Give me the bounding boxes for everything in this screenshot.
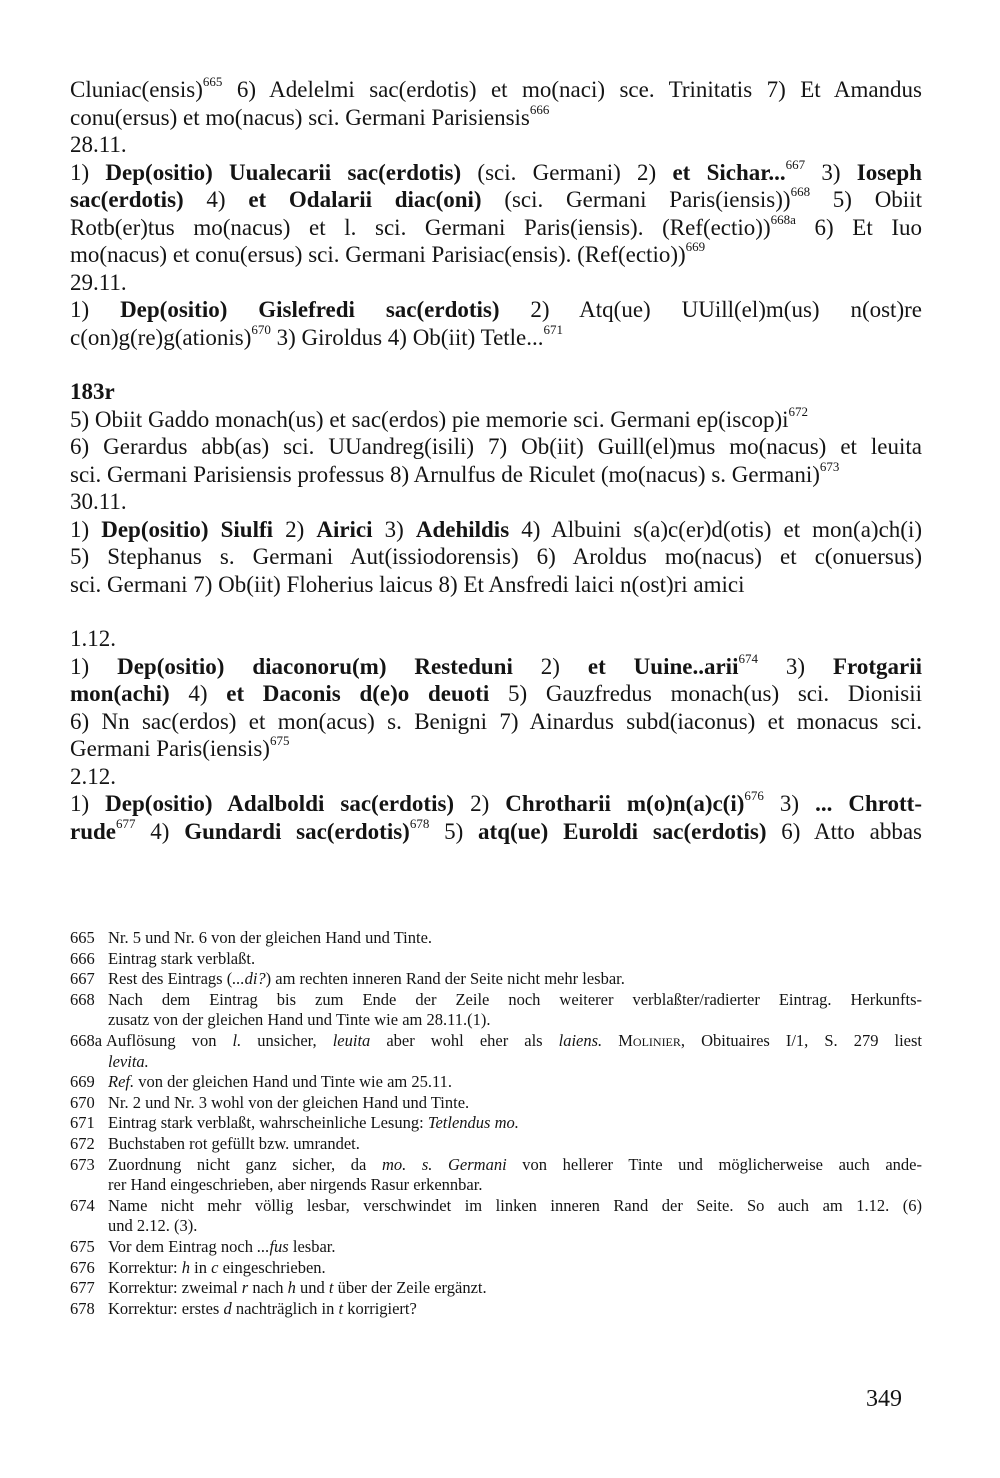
spacer — [70, 598, 922, 625]
text-line: 1) Dep(ositio) Gislefredi sac(erdotis) 2) Atq(ue) UUill(el)m(us) n(ost)re — [70, 297, 922, 322]
footnote: 669 Ref. von der gleichen Hand und Tinte wie am 25.11. — [70, 1072, 453, 1092]
text-line: 1) Dep(ositio) Siulfi 2) Airici 3) Adehildis 4) Albuini s(a)c(er)d(otis) et mon(a)ch(i) — [70, 516, 922, 542]
footnote: 674 Name nicht mehr völlig lesbar, verschwindet im linken inneren Rand der Seite. So auch am 1.12. (6) und 2.12. (3). — [70, 1195, 922, 1236]
spacer — [70, 351, 922, 378]
footnote-ref[interactable]: 672 — [788, 403, 809, 419]
text-line: conu(ersus) et mo(nacus) sci. Germani Parisiensis$^{666}$ — [70, 101, 550, 130]
text-line: 5) Obiit Gaddo monach(us) et sac(erdos) pie memorie sci. Germani $ep(iscop)i^{672}$ — [70, 403, 809, 432]
footnote-ref[interactable]: 668a — [770, 211, 796, 227]
date-heading: 28.11. — [70, 132, 127, 157]
text-line: 1) Dep(ositio) Adalboldi sac(erdotis) 2) Chrotharii $m(o)n(a)c(i)^{676}$ 3) ... Chrott- — [70, 788, 923, 816]
date-heading: 30.11. — [70, 489, 127, 514]
footnote: 668a Auflösung von l. unsicher, leuita aber wohl eher als laiens. Molinier, Obituaires I/1, S. 279 liest levita. — [70, 1030, 922, 1071]
footnote-ref[interactable]: 667 — [785, 156, 806, 172]
text-line: sci. Germani Parisiensis professus 8) Arnulfus de Riculet (mo(nacus) s. Germani)$^{673}$ — [70, 458, 840, 487]
text-line: sci. Germani 7) Ob(iit) Floherius laicus 8) Et Ansfredi laici n(ost)ri amici — [70, 571, 745, 597]
text-line: 6) Nn sac(erdos) et mon(acus) s. Benigni 7) Ainardus subd(iaconus) et monacus sci. — [70, 708, 922, 734]
footnote-ref[interactable]: 674 — [738, 650, 758, 666]
date-heading: 2.12. — [70, 763, 116, 789]
text-line: sac(erdotis) 4) et Odalarii diac(oni) (sci. Germani Paris(iensis))$^{668}$ 5) Obiit — [70, 184, 922, 212]
footnote: 668 Nach dem Eintrag bis zum Ende der Zeile noch weiterer verblaßter/radierter Eintrag. Herkunfts- zusatz von der gleichen Hand und Tinte wie am 28.11.(1). — [70, 989, 922, 1030]
footnote: 673 Zuordnung nicht ganz sicher, da mo. s. Germani von hellerer Tinte und möglicherweise auch ande- rer Hand eingeschrieben, aber nirgends Rasur erkennbar. — [70, 1154, 923, 1195]
footnote-ref[interactable]: 676 — [744, 788, 764, 804]
footnote-ref[interactable]: 677 — [116, 815, 136, 831]
footnote: 676 Korrektur: h in c eingeschrieben. — [70, 1257, 326, 1277]
footnote: 667 Rest des Eintrags (...di?) am rechten inneren Rand der Seite nicht mehr lesbar. — [70, 969, 625, 989]
footnote-ref[interactable]: 673 — [819, 458, 840, 474]
text-line: mon(achi) 4) et Daconis d(e)o deuoti 5) Gauzfredus monach(us) sci. Dionisii — [70, 681, 922, 706]
footnote: 665 Nr. 5 und Nr. 6 von der gleichen Hand und Tinte. — [70, 928, 433, 947]
folio-heading: 183r — [70, 379, 115, 404]
footnote-ref[interactable]: 665 — [202, 74, 223, 90]
footnote: 678 Korrektur: erstes d nachträglich in t korrigiert? — [70, 1298, 417, 1318]
page-number: 349 — [866, 1386, 902, 1412]
footnote: 675 Vor dem Eintrag noch ...fus lesbar. — [70, 1236, 336, 1256]
text-line: Germani Paris(iensis)$^{675}$ — [70, 733, 290, 761]
footnote: 666 Eintrag stark verblaßt. — [70, 948, 256, 968]
footnote: 672 Buchstaben rot gefüllt bzw. umrandet. — [70, 1133, 360, 1153]
footnote-ref[interactable]: 668 — [790, 184, 811, 200]
text-line: 6) Gerardus abb(as) sci. UUandreg(isili) 7) Ob(iit) Guill(el)mus mo(nacus) et leuita — [70, 434, 922, 459]
date-heading: 1.12. — [70, 626, 116, 651]
footnote-ref[interactable]: 669 — [685, 239, 706, 255]
footnote-ref[interactable]: 670 — [251, 321, 271, 337]
main-text — [70, 76, 922, 845]
footnote-ref[interactable]: 671 — [543, 321, 564, 337]
footnote: 677 Korrektur: zweimal r nach h und t über der Zeile ergänzt. — [70, 1278, 487, 1298]
text-line: Cluniac(ensis)$^{665}$ 6) Adelelmi sac(erdotis) et mo(naci) sce. Trinitatis 7) Et Amandus — [70, 74, 922, 102]
date-heading: 29.11. — [70, 269, 127, 295]
footnote-ref[interactable]: 678 — [409, 815, 430, 831]
footnote-ref[interactable]: 675 — [269, 733, 290, 749]
footnote-ref[interactable]: 666 — [529, 101, 550, 117]
footnotes — [70, 928, 922, 1319]
footnote: 670 Nr. 2 und Nr. 3 wohl von der gleichen Hand und Tinte. — [70, 1092, 470, 1112]
text-line: rude$^{677}$ 4) Gundardi sac(erdotis)$^{678}$ 5) atq(ue) Euroldi sac(erdotis) 6) Atto abbas — [70, 815, 922, 844]
text-line: 1) Dep(ositio) diaconoru(m) Resteduni 2) et Uuine..arii$^{674}$ 3) Frotgarii — [70, 650, 922, 679]
text-line: c(on)g(re)g(ationis)$^{670}$ 3) Giroldus 4) Ob(iit) Tetle...$^{671}$ — [70, 321, 564, 350]
text-line: Rotb(er)tus mo(nacus) et l. sci. Germani Paris(iensis). (Ref(ectio))$^{668a}$ 6) Et Iuo — [70, 211, 922, 240]
text-line: 1) Dep(ositio) Uualecarii sac(erdotis) (sci. Germani) 2) et Sichar...$^{667}$ 3) Ioseph — [70, 156, 922, 185]
text-line: 5) Stephanus s. Germani Aut(issiodorensis) 6) Aroldus mo(nacus) et c(onuersus) — [70, 544, 922, 569]
text-line: mo(nacus) et conu(ersus) sci. Germani Parisiac(ensis). (Ref(ectio))$^{669}$ — [70, 239, 706, 267]
footnote: 671 Eintrag stark verblaßt, wahrscheinliche Lesung: Tetlendus mo. — [70, 1113, 519, 1133]
